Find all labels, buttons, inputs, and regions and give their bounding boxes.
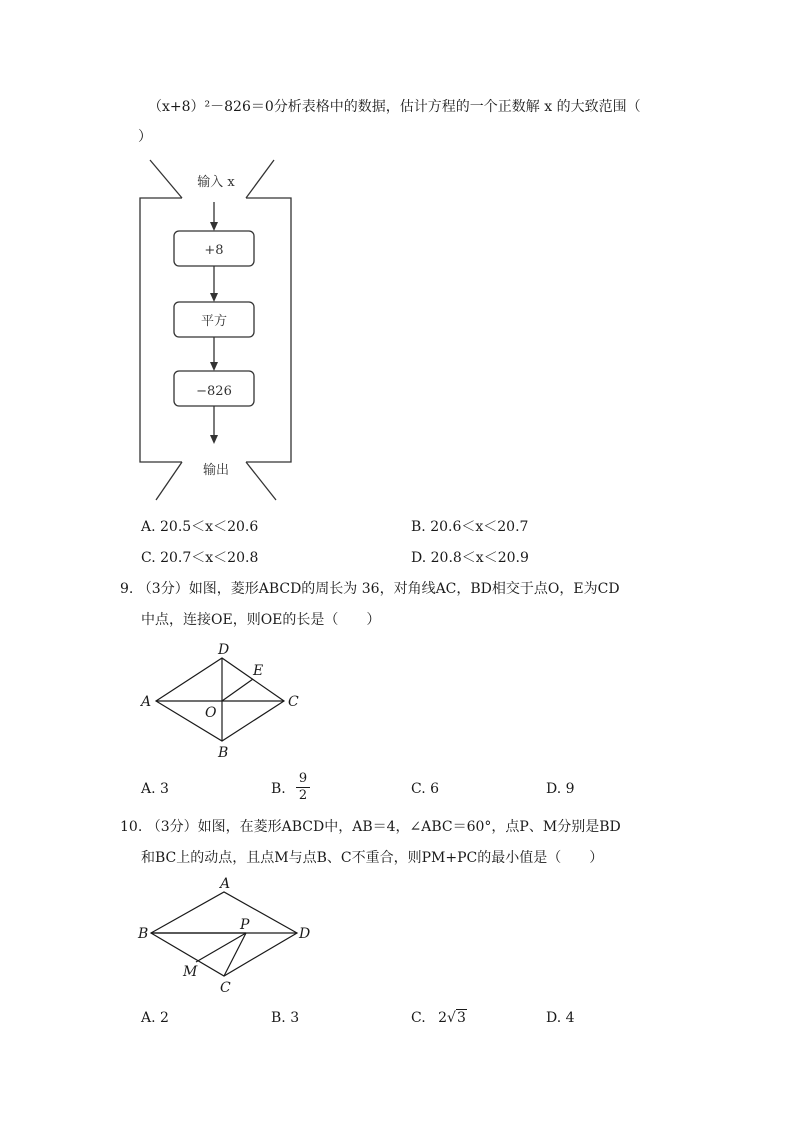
sqrt-icon: √ — [447, 1010, 456, 1026]
flow-input-label: 输入 x — [197, 175, 235, 190]
flow-step3-label: −826 — [196, 384, 232, 399]
flow-arrow-2 — [210, 293, 218, 302]
q9-option-c[interactable]: C. 6 — [411, 781, 440, 797]
q8-option-a[interactable]: A. 20.5＜x＜20.6 — [141, 519, 259, 535]
q9-option-b[interactable] — [271, 780, 286, 798]
q10-option-d[interactable]: D. 4 — [546, 1010, 575, 1026]
flow-arrow-4 — [210, 435, 218, 444]
q9-stem-line2: 中点，连接OE，则OE的长是（ ） — [141, 612, 381, 628]
q9-option-b-numerator: 9 — [298, 771, 308, 786]
q10-option-c-coef: 2 — [438, 1010, 448, 1026]
q9-label-d: D — [218, 642, 230, 658]
q10-option-c-prefix: C. — [411, 1010, 426, 1026]
flow-frame-left — [140, 198, 182, 462]
flow-funnel-top-right — [246, 160, 274, 198]
q10-label-b: B — [138, 926, 149, 942]
q8-option-b[interactable]: B. 20.6＜x＜20.7 — [411, 519, 529, 535]
q10-option-b[interactable]: B. 3 — [271, 1010, 300, 1026]
q8-option-c[interactable]: C. 20.7＜x＜20.8 — [141, 550, 259, 566]
q9-label-c: C — [288, 694, 299, 710]
q9-option-d[interactable]: D. 9 — [546, 781, 575, 797]
q8-stem-line2: ） — [138, 129, 152, 145]
flow-funnel-bottom-left — [156, 462, 182, 500]
q8-option-d[interactable]: D. 20.8＜x＜20.9 — [411, 550, 529, 566]
q9-label-o: O — [205, 705, 217, 721]
q9-option-b-prefix: B. — [271, 781, 286, 797]
flow-funnel-top-left — [150, 160, 182, 198]
q10-label-c: C — [220, 980, 231, 996]
q10-option-c[interactable] — [411, 1009, 467, 1027]
q10-stem-line1: 10. （3分）如图，在菱形ABCD中，AB＝4，∠ABC＝60°，点P、M分别是BD — [120, 819, 621, 835]
q9-stem-line1: 9. （3分）如图，菱形ABCD的周长为 36，对角线AC，BD相交于点O，E为CD — [120, 581, 620, 597]
q10-label-a: A — [220, 876, 231, 892]
q10-label-m: M — [183, 964, 198, 980]
flow-funnel-bottom-right — [246, 462, 276, 500]
flow-step2-label: 平方 — [200, 314, 228, 329]
flow-output-label: 输出 — [202, 463, 230, 478]
q9-option-b-denominator: 2 — [298, 788, 308, 803]
flow-frame-right — [246, 198, 291, 462]
q9-label-e: E — [253, 663, 264, 679]
q8-stem-line1: （x+8）²－826＝0分析表格中的数据，估计方程的一个正数解 x 的大致范围（ — [148, 99, 641, 115]
q10-rhombus-figure — [151, 892, 297, 976]
q9-option-a[interactable]: A. 3 — [141, 781, 169, 797]
q9-label-a: A — [141, 694, 152, 710]
q10-option-c-radicand: 3 — [456, 1010, 466, 1026]
q10-label-d: D — [299, 926, 311, 942]
q10-label-p: P — [240, 917, 250, 933]
q9-option-b-fraction — [296, 772, 310, 803]
q9-label-b: B — [218, 745, 229, 761]
flow-step1-label: +8 — [204, 243, 224, 258]
q10-stem-line2: 和BC上的动点，且点M与点B、C不重合，则PM+PC的最小值是（ ） — [141, 850, 604, 866]
q9-rhombus-figure — [156, 658, 284, 741]
flow-arrow-1 — [210, 222, 218, 231]
flow-arrow-3 — [210, 362, 218, 371]
q10-option-a[interactable]: A. 2 — [141, 1010, 169, 1026]
